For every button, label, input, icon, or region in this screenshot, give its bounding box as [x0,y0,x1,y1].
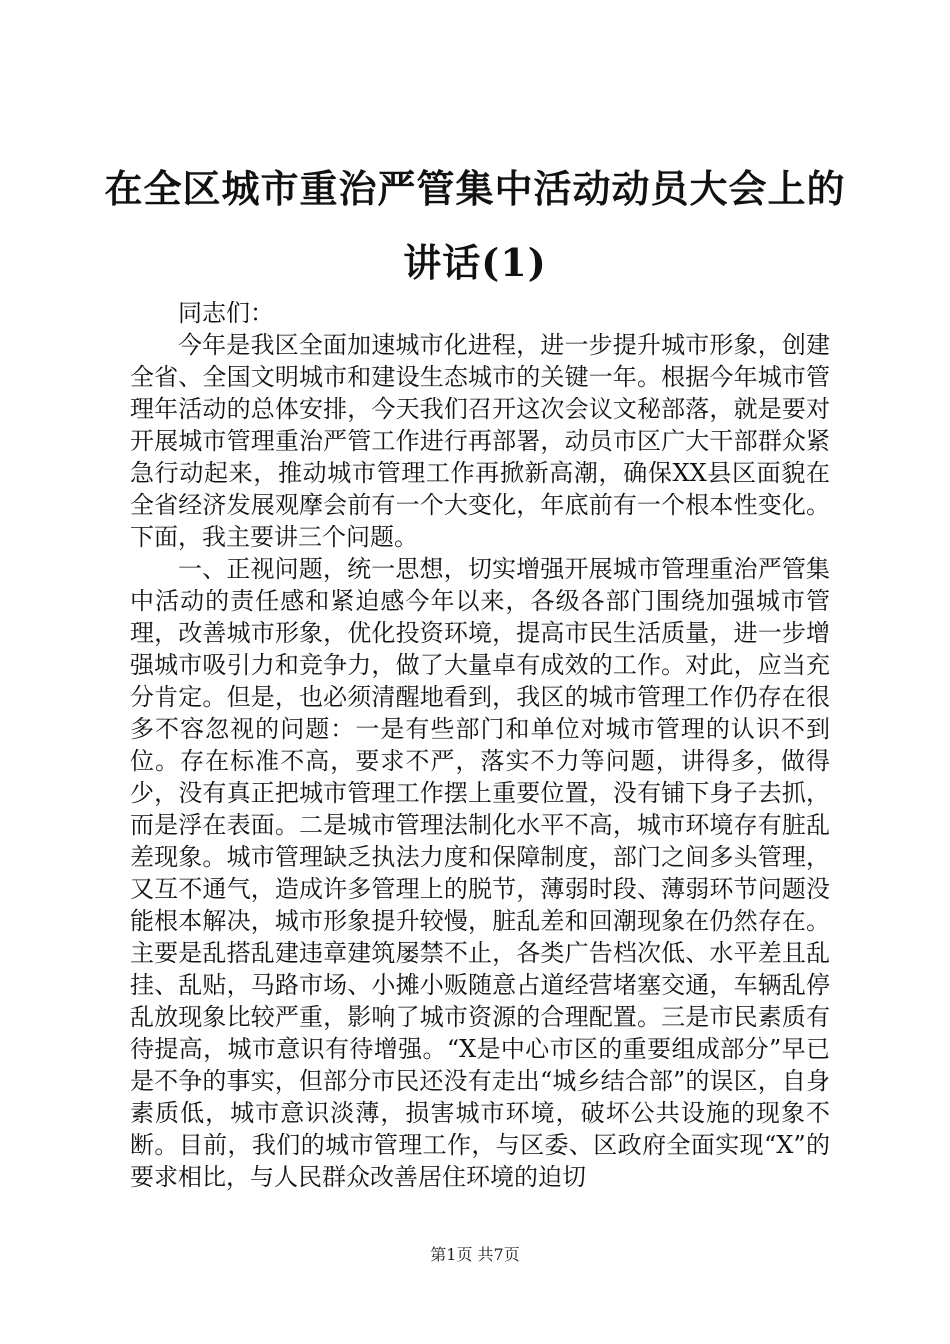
document-title: 在全区城市重治严管集中活动动员大会上的讲话(1) [104,166,846,285]
page-number-footer: 第1页 共7页 [430,1245,520,1264]
body-paragraph: 今年是我区全面加速城市化进程，进一步提升城市形象，创建全省、全国文明城市和建设生态城市的关键一年。根据今年城市管理年活动的总体安排，今天我们召开这次会议文秘部落，就是要对开展城市管理重治严管工作进行再部署，动员市区广大干部群众紧急行动起来，推动城市管理工作再掀新高潮，确保XX县区面貌在全省经济发展观摩会前有一个大变化，年底前有一个根本性变化。下面，我主要讲三个问题。 [130,331,830,551]
salutation-paragraph: 同志们： [178,299,274,327]
body-paragraph: 一、正视问题，统一思想，切实增强开展城市管理重治严管集中活动的责任感和紧迫感今年以来，各级各部门围绕加强城市管理，改善城市形象，优化投资环境，提高市民生活质量，进一步增强城市吸引力和竞争力，做了大量卓有成效的工作。对此，应当充分肯定。但是，也必须清醒地看到，我区的城市管理工作仍存在很多不容忽视的问题：一是有些部门和单位对城市管理的认识不到位。存在标准不高，要求不严，落实不力等问题，讲得多，做得少，没有真正把城市管理工作摆上重要位置，没有铺下身子去抓，而是浮在表面。二是城市管理法制化水平不高，城市环境存有脏乱差现象。城市管理缺乏执法力度和保障制度，部门之间多头管理，又互不通气，造成许多管理上的脱节，薄弱时段、薄弱环节问题没能根本解决，城市形象提升较慢，脏乱差和回潮现象在仍然存在。主要是乱搭乱建违章建筑屡禁不止，各类广告档次低、水平差且乱挂、乱贴，马路市场、小摊小贩随意占道经营堵塞交通，车辆乱停乱放现象比较严重，影响了城市资源的合理配置。三是市民素质有待提高，城市意识有待增强。“X是中心市区的重要组成部分”早已是不争的事实，但部分市民还没有走出“城乡结合部”的误区，自身素质低，城市意识淡薄，损害城市环境，破坏公共设施的现象不断。目前，我们的城市管理工作，与区委、区政府全面实现“X”的要求相比，与人民群众改善居住环境的迫切 [130,555,830,1191]
document-body [130,297,830,1193]
